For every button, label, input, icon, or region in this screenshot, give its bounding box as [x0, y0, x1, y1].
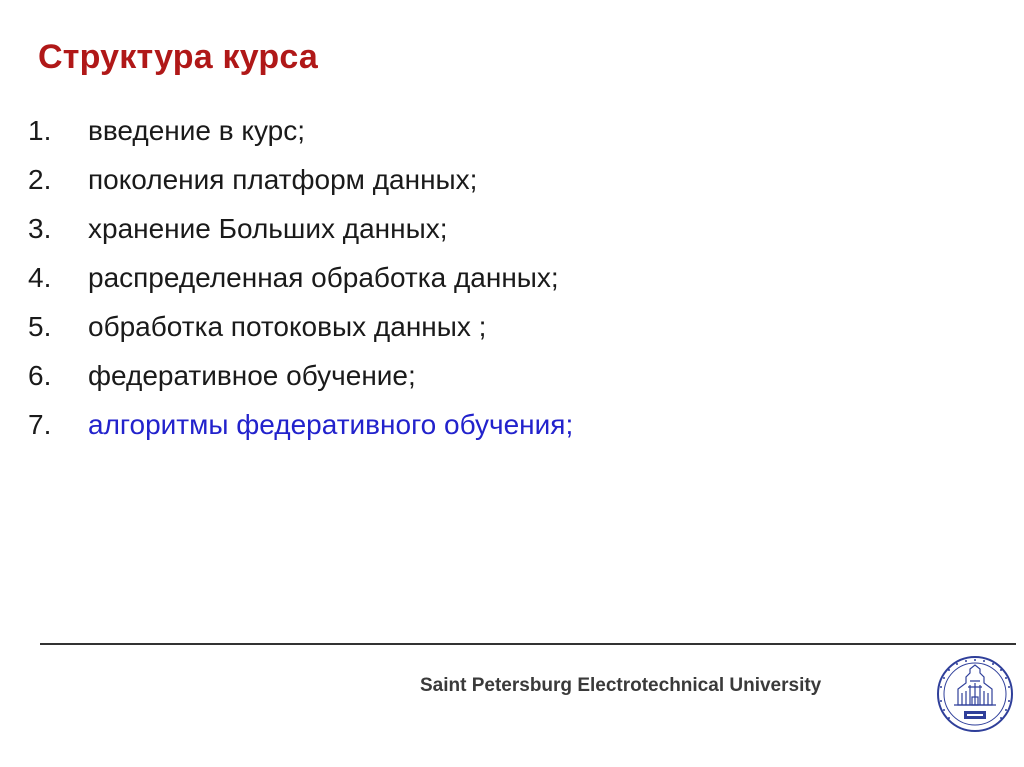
agenda-item-text: распределенная обработка данных; [88, 261, 559, 293]
agenda-item-text: алгоритмы федеративного обучения; [88, 408, 574, 440]
agenda-item-text: хранение Больших данных; [88, 212, 448, 244]
agenda-item-number: 1. [28, 114, 52, 146]
agenda-item-number: 2. [28, 163, 52, 195]
agenda-item-number: 4. [28, 261, 52, 293]
agenda-item-text: федеративное обучение; [88, 359, 416, 391]
agenda-item-1 [28, 106, 573, 155]
agenda-item-number: 6. [28, 359, 52, 391]
university-seal-icon [936, 655, 1014, 733]
agenda-item-4 [28, 253, 573, 302]
agenda-item-6 [28, 351, 573, 400]
agenda-item-number: 5. [28, 310, 52, 342]
agenda-item-text: введение в курс; [88, 114, 306, 146]
agenda-item-number: 3. [28, 212, 52, 244]
agenda-item-text: обработка потоковых данных ; [88, 310, 487, 342]
agenda-list [28, 106, 573, 449]
footer-divider [40, 643, 1016, 645]
slide-title: Структура курса [38, 38, 319, 76]
agenda-item-2 [28, 155, 573, 204]
agenda-item-number: 7. [28, 408, 52, 440]
agenda-item-text: поколения платформ данных; [88, 163, 478, 195]
agenda-item-3 [28, 204, 573, 253]
agenda-item-5 [28, 302, 573, 351]
agenda-item-7 [28, 400, 573, 449]
footer-university-name: Saint Petersburg Electrotechnical University [420, 675, 822, 696]
